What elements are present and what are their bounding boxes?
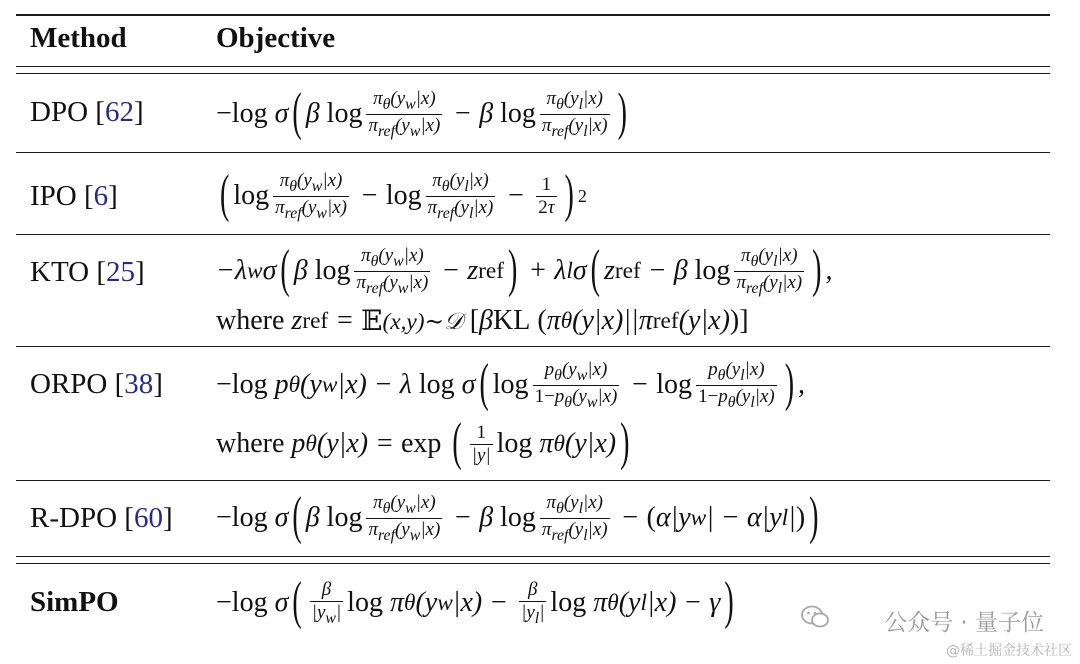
method-simpo: SimPO	[30, 586, 119, 618]
formula-ipo: ( log $\frac{\pi_\theta(y_w|x)}{\pi_{ref}(y_w|x)}$ − log $\frac{\pi_\theta(y_l|x)}{\pi_{ref}(y_l|x)}$ − $\frac{1}{2\tau}$ ) 2	[220, 165, 587, 225]
formula-kto-where: where z ref = 𝔼 (x,y)∼𝒟 [ β KL ( π θ (y|x)||π ref (y|x) )]	[216, 305, 749, 337]
watermark-sub: @稀土掘金技术社区	[946, 643, 1072, 659]
top-rule	[16, 14, 1050, 16]
formula-rdpo: −log σ ( β log $\frac{\pi_\theta(y_w|x)}{\pi_{ref}(y_w|x)}$ − β log $\frac{\pi_\theta(y_l|x)}{\pi_{ref}(y_l|x)}$ − ( α|y w | − α|y l | ) )	[216, 487, 819, 547]
simpo-rule-2	[16, 563, 1050, 564]
formula-simpo: −log σ ( $\frac{\beta}{|y_w|}$ log π θ (y w |x) − $\frac{\beta}{|y_l|}$ log π θ (y l |x) − γ )	[216, 572, 734, 632]
simpo-rule-1	[16, 556, 1050, 557]
formula-dpo: −log σ ( β log $\frac{\pi_\theta(y_w|x)}{\pi_{ref}(y_w|x)}$ − β log $\frac{\pi_\theta(y_l|x)}{\pi_{ref}(y_l|x)}$ )	[216, 83, 627, 143]
method-ipo: IPO [6]	[30, 180, 118, 212]
header-rule-1	[16, 66, 1050, 67]
row-rule	[16, 480, 1050, 481]
header-method: Method	[30, 22, 127, 54]
row-rule	[16, 234, 1050, 235]
header-objective: Objective	[216, 22, 336, 54]
wechat-icon	[800, 604, 830, 630]
method-kto: KTO [25]	[30, 256, 145, 288]
method-dpo: DPO [62]	[30, 96, 144, 128]
row-rule	[16, 152, 1050, 153]
header-rule-2	[16, 73, 1050, 74]
formula-orpo-where: where p θ (y|x) = exp ( $\frac{1}{|y|}$ log π θ (y|x) )	[216, 413, 630, 473]
method-rdpo: R-DPO [60]	[30, 502, 173, 534]
formula-orpo: −log p θ (y w |x) − λ log σ ( log $\frac{p_\theta(y_w|x)}{1-p_\theta(y_w|x)}$ − log $\frac{p_\theta(y_l|x)}{1-p_\theta(y_l|x)}$ ) ,	[216, 354, 806, 414]
formula-kto: −λ w σ ( β log $\frac{\pi_\theta(y_w|x)}{\pi_{ref}(y_w|x)}$ − z ref ) + λ l σ ( z ref − β log $\frac{\pi_\theta(y_l|x)}{\pi_{ref}(y_l|x)}$ ) ,	[216, 240, 833, 300]
method-orpo: ORPO [38]	[30, 368, 163, 400]
watermark-main: 公众号 · 量子位	[884, 610, 1044, 636]
row-rule	[16, 346, 1050, 347]
